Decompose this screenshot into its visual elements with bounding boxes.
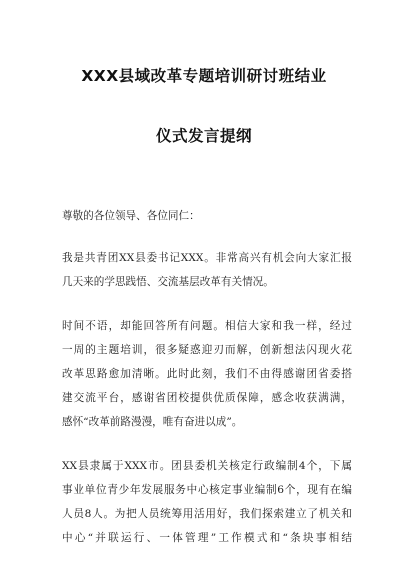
- paragraph-1-line-1: 我是共青团XX县委书记XXX。非常高兴有机会向大家汇报: [62, 252, 352, 264]
- document-title-line-2: 仪式发言提纲: [155, 127, 252, 145]
- paragraph-2-line-5: 感怀“改革前路漫漫，唯有奋进以成”。: [62, 416, 243, 428]
- salutation: 尊敬的各位领导、各位同仁：: [62, 210, 200, 222]
- document-title-line-1: XXX县域改革专题培训研讨班结业: [81, 67, 327, 85]
- paragraph-3-line-3: 人员8人。为把人员统筹用活用好，我们探索建立了机关和: [62, 508, 352, 520]
- paragraph-3-line-2: 事业单位青少年发展服务中心核定事业编制6个，现有在编: [62, 484, 352, 496]
- paragraph-2-line-3: 改革思路愈加清晰。此时此刻，我们不由得感谢团省委搭: [62, 368, 352, 380]
- paragraph-2-line-1: 时间不语，却能回答所有问题。相信大家和我一样，经过: [62, 320, 352, 332]
- paragraph-1-line-2: 几天来的学思践悟、交流基层改革有关情况。: [62, 276, 274, 288]
- paragraph-3-line-1: XX县隶属于XXX市。团县委机关核定行政编制4个，下属: [62, 460, 352, 472]
- paragraph-2-line-4: 建交流平台，感谢省团校提供优质保障，感念收获满满，: [62, 392, 352, 404]
- paragraph-2-line-2: 一周的主题培训，很多疑惑迎刃而解，创新想法闪现火花: [62, 344, 352, 356]
- paragraph-3-line-4: 中心“并联运行、一体管理”工作模式和“条块事相结: [62, 532, 352, 544]
